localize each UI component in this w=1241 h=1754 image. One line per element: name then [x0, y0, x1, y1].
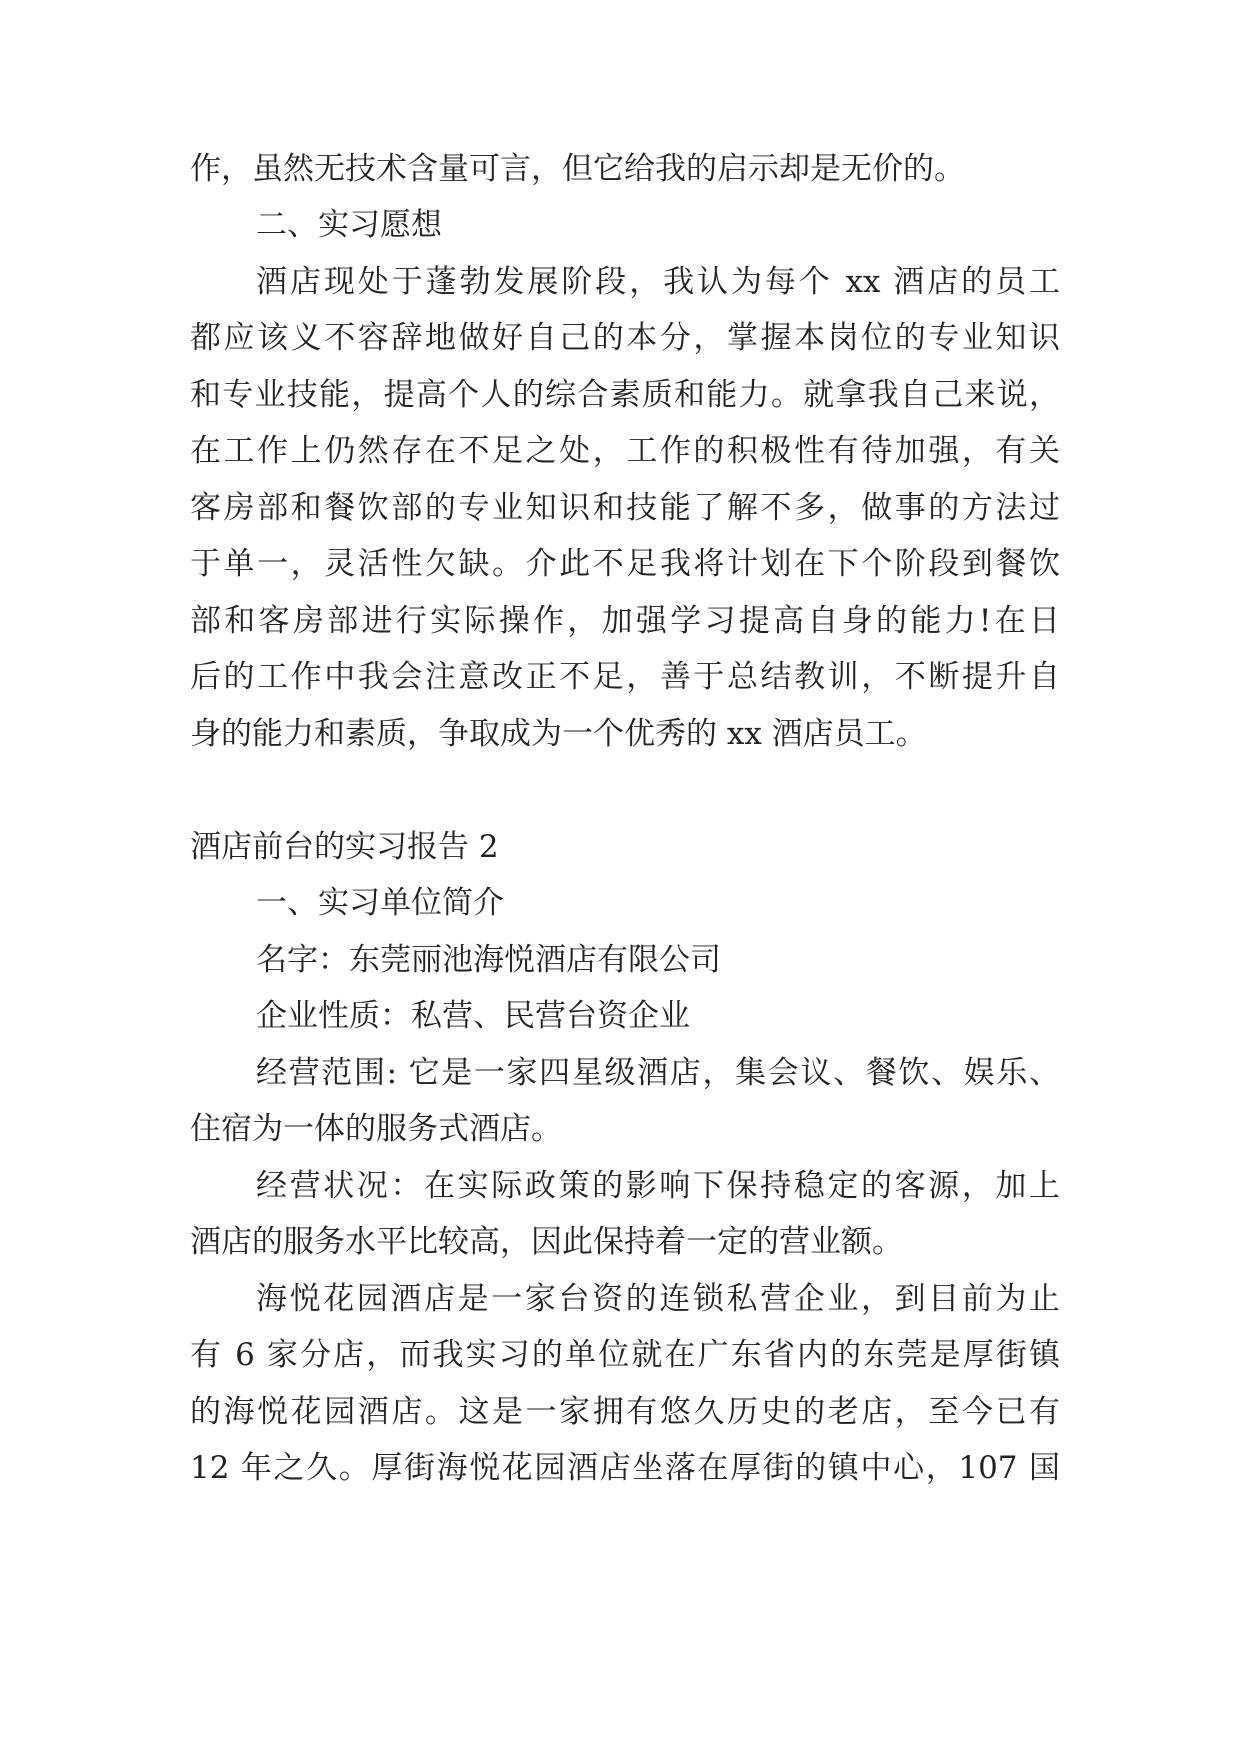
company-name-line: 名字：东莞丽池海悦酒店有限公司 [256, 942, 721, 978]
paragraph-line: 海悦花园酒店是一家台资的连锁私营企业，到目前为止 [256, 1281, 1060, 1317]
business-status-line: 酒店的服务水平比较高，因此保持着一定的营业额。 [190, 1224, 903, 1260]
company-nature-line: 企业性质：私营、民营台资企业 [256, 998, 690, 1034]
business-status-line: 经营状况：在实际政策的影响下保持稳定的客源，加上 [256, 1168, 1060, 1204]
paragraph-line: 于单一，灵活性欠缺。介此不足我将计划在下个阶段到餐饮 [190, 546, 1060, 582]
section-heading: 一、实习单位简介 [256, 885, 504, 921]
paragraph-line: 有 6 家分店，而我实习的单位就在广东省内的东莞是厚街镇 [190, 1337, 1060, 1373]
paragraph-line: 作，虽然无技术含量可言，但它给我的启示却是无价的。 [190, 151, 965, 187]
paragraph-line: 部和客房部进行实际操作，加强学习提高自身的能力!在日 [190, 603, 1060, 639]
report-title: 酒店前台的实习报告 2 [190, 829, 499, 865]
paragraph-line: 和专业技能，提高个人的综合素质和能力。就拿我自己来说， [190, 377, 1060, 413]
business-scope-line: 经营范围: 它是一家四星级酒店，集会议、餐饮、娱乐、 [256, 1055, 1060, 1091]
paragraph-line: 身的能力和素质，争取成为一个优秀的 xx 酒店员工。 [190, 716, 927, 752]
paragraph-line: 后的工作中我会注意改正不足，善于总结教训，不断提升自 [190, 659, 1060, 695]
paragraph-line: 12 年之久。厚街海悦花园酒店坐落在厚街的镇中心，107 国 [190, 1450, 1060, 1486]
business-scope-line: 住宿为一体的服务式酒店。 [190, 1111, 562, 1147]
paragraph-line: 都应该义不容辞地做好自己的本分，掌握本岗位的专业知识 [190, 320, 1060, 356]
paragraph-line: 客房部和餐饮部的专业知识和技能了解不多，做事的方法过 [190, 490, 1060, 526]
paragraph-line: 酒店现处于蓬勃发展阶段，我认为每个 xx 酒店的员工 [256, 264, 1060, 300]
paragraph-line: 的海悦花园酒店。这是一家拥有悠久历史的老店，至今已有 [190, 1394, 1060, 1430]
section-heading: 二、实习愿想 [256, 207, 442, 243]
paragraph-line: 在工作上仍然存在不足之处，工作的积极性有待加强，有关 [190, 433, 1060, 469]
